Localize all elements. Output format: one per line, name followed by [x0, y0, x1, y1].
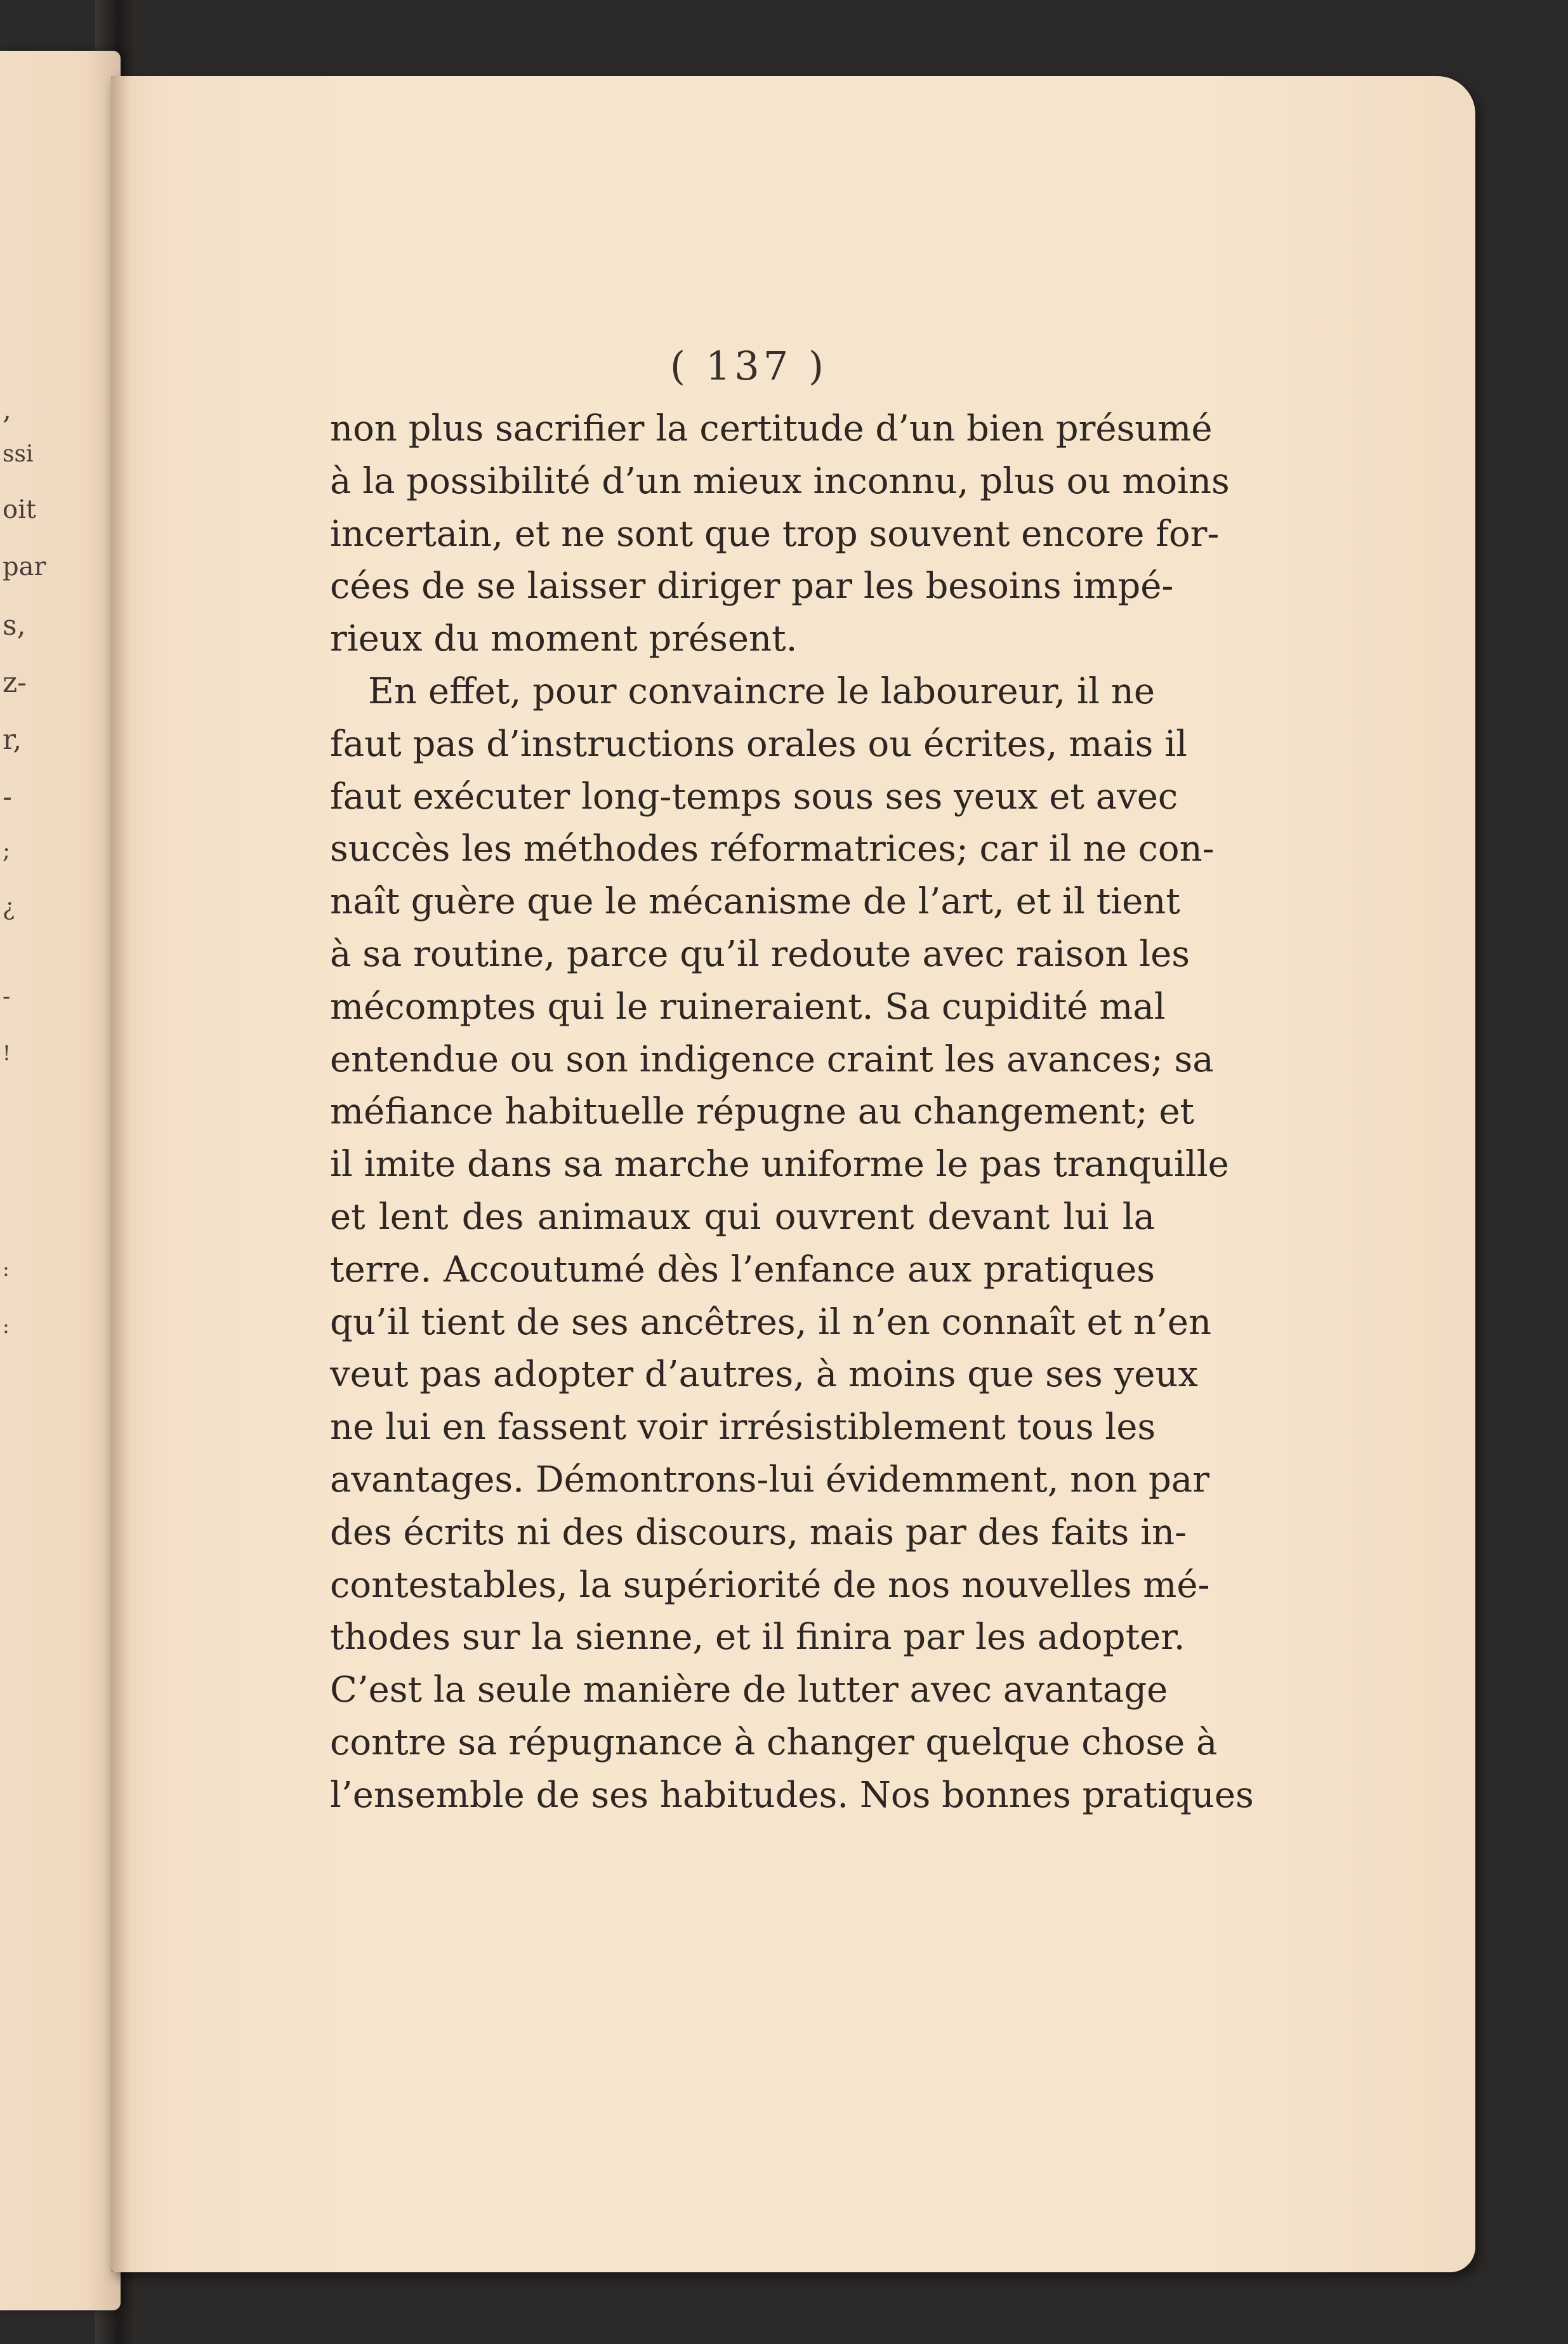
text-line: non plus sacrifier la certitude d’un bien présumé	[330, 408, 1213, 449]
text-line: succès les méthodes réformatrices; car il ne con-	[330, 828, 1215, 870]
left-page-fragment: -	[3, 984, 11, 1010]
text-line: méfiance habituelle répugne au changement; et	[330, 1091, 1194, 1133]
text-line: faut pas d’instructions orales ou écrites, mais il	[330, 723, 1188, 765]
left-page-fragment: oit	[3, 495, 36, 524]
text-line: cées de se laisser diriger par les besoins impé-	[330, 566, 1174, 607]
body-text	[330, 403, 1254, 1822]
page-number: ( 137 )	[669, 343, 828, 389]
left-page-fragment: ;	[3, 838, 11, 864]
left-page-fragment: r,	[3, 724, 22, 756]
left-page-fragment: s,	[3, 609, 26, 642]
text-line: contestables, la supériorité de nos nouvelles mé-	[330, 1564, 1210, 1606]
left-page-fragment: par	[3, 552, 46, 581]
text-line: l’ensemble de ses habitudes. Nos bonnes pratiques	[330, 1774, 1254, 1816]
text-line: entendue ou son indigence craint les avances; sa	[330, 1038, 1214, 1080]
left-page-fragment: z-	[3, 666, 27, 699]
text-line: à la possibilité d’un mieux inconnu, plus ou moins	[330, 460, 1230, 502]
text-line: C’est la seule manière de lutter avec avantage	[330, 1669, 1168, 1711]
text-line: veut pas adopter d’autres, à moins que ses yeux	[330, 1354, 1199, 1396]
left-page-fragment: !	[3, 1041, 11, 1065]
text-line: il imite dans sa marche uniforme le pas tranquille	[330, 1144, 1229, 1186]
left-page-fragment: :	[3, 1314, 10, 1338]
previous-page-edge	[0, 51, 121, 2310]
text-line: mécomptes qui le ruineraient. Sa cupidité mal	[330, 986, 1166, 1028]
text-line: qu’il tient de ses ancêtres, il n’en connaît et n’en	[330, 1301, 1212, 1343]
text-line: En effet, pour convaincre le laboureur, il ne	[368, 670, 1155, 712]
text-line: incertain, et ne sont que trop souvent encore for-	[330, 513, 1220, 555]
text-line: faut exécuter long-temps sous ses yeux et avec	[330, 776, 1178, 818]
left-page-fragment: ¿	[3, 895, 15, 921]
page-shadow	[111, 76, 130, 2272]
text-line: à sa routine, parce qu’il redoute avec raison les	[330, 933, 1190, 975]
text-line: des écrits ni des discours, mais par des faits in-	[330, 1511, 1187, 1553]
text-line: terre. Accoutumé dès l’enfance aux pratiques	[330, 1248, 1155, 1290]
text-line: contre sa répugnance à changer quelque chose à	[330, 1721, 1218, 1763]
left-page-fragment: ,	[3, 394, 11, 426]
text-line: rieux du moment présent.	[330, 618, 798, 660]
text-line: thodes sur la sienne, et il finira par les adopter.	[330, 1617, 1185, 1659]
left-page-fragment: ssi	[3, 441, 34, 467]
text-line: naît guère que le mécanisme de l’art, et il tient	[330, 881, 1180, 923]
text-line: avantages. Démontrons-lui évidemment, non par	[330, 1459, 1209, 1500]
left-page-fragment: -	[3, 781, 12, 813]
text-line: et lent des animaux qui ouvrent devant lui la	[330, 1196, 1155, 1238]
text-line: ne lui en fassent voir irrésistiblement tous les	[330, 1407, 1156, 1448]
left-page-fragment: :	[3, 1257, 10, 1281]
